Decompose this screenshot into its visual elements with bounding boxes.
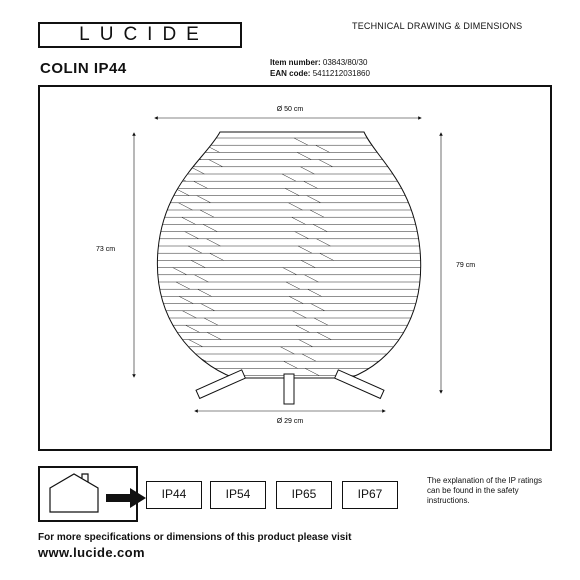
ean-code-label: EAN code:	[270, 69, 311, 78]
more-info-text: For more specifications or dimensions of this product please visit	[38, 532, 352, 543]
dimension-lines	[134, 118, 441, 411]
height-left-dimension-label: 73 cm	[96, 246, 116, 253]
ip-ratings-note: The explanation of the IP ratings can be found in the safety instructions.	[427, 476, 543, 505]
house-icon	[38, 466, 158, 522]
document-title: TECHNICAL DRAWING & DIMENSIONS	[352, 21, 523, 31]
ean-code-value: 5411212031860	[312, 69, 370, 78]
item-number-label: Item number:	[270, 58, 321, 67]
ip-badge-ip44: IP44	[146, 481, 202, 509]
product-name: COLIN IP44	[40, 60, 127, 77]
ip-badge-ip65: IP65	[276, 481, 332, 509]
lamp-shade	[150, 132, 430, 383]
base-dimension-label: Ø 29 cm	[276, 418, 304, 425]
ip-badge-ip54: IP54	[210, 481, 266, 509]
lamp-legs	[196, 370, 384, 404]
website-link[interactable]: www.lucide.com	[38, 545, 145, 560]
ip-badge-ip67: IP67	[342, 481, 398, 509]
width-dimension-label: Ø 50 cm	[276, 106, 304, 113]
height-right-dimension-label: 79 cm	[456, 262, 476, 269]
logo-text: LUCIDE	[79, 24, 209, 45]
item-number-value: 03843/80/30	[322, 58, 368, 67]
